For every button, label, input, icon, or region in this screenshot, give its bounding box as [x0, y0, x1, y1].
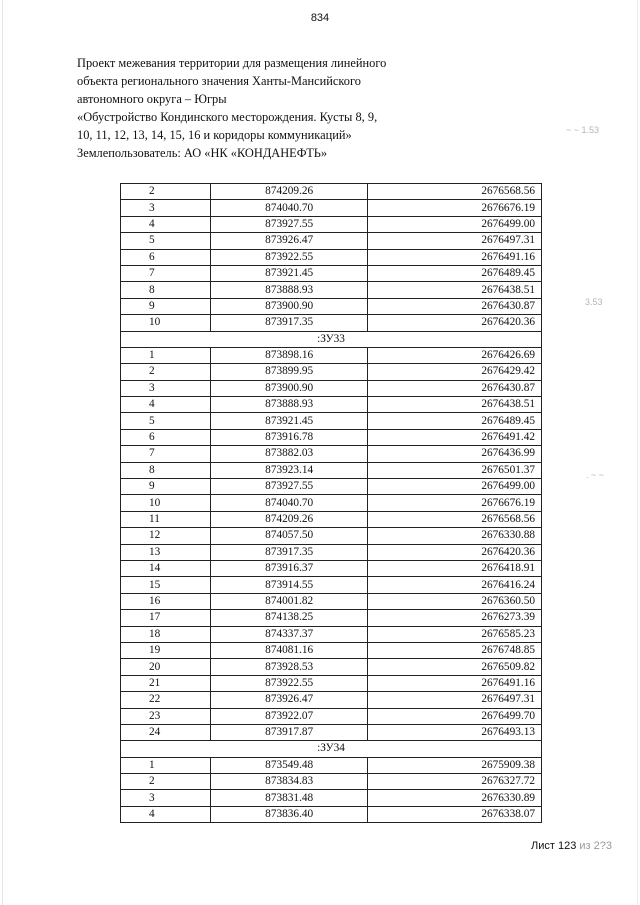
faded-stamp-mark: . ~ ~	[586, 470, 605, 480]
y-coordinate-cell: 2676436.99	[368, 446, 542, 462]
table-row	[121, 233, 542, 249]
x-coordinate-cell: 873928.53	[211, 659, 368, 675]
y-coordinate-cell: 2676429.42	[368, 364, 542, 380]
point-number-cell: 3	[121, 790, 211, 806]
page-number: 834	[310, 12, 330, 24]
x-coordinate-cell: 873922.07	[211, 708, 368, 724]
point-number-cell: 13	[121, 544, 211, 560]
table-row	[121, 806, 542, 822]
point-number-cell: 3	[121, 380, 211, 396]
header-line: Проект межевания территории для размещения линейного	[77, 56, 387, 70]
x-coordinate-cell: 874040.70	[211, 200, 368, 216]
x-coordinate-cell: 873927.55	[211, 216, 368, 232]
table-row	[121, 577, 542, 593]
table-row	[121, 724, 542, 740]
y-coordinate-cell: 2676497.31	[368, 233, 542, 249]
table-row	[121, 397, 542, 413]
y-coordinate-cell: 2675909.38	[368, 757, 542, 773]
point-number-cell: 20	[121, 659, 211, 675]
x-coordinate-cell: 873923.14	[211, 462, 368, 478]
sheet-total-label: из 2?3	[579, 840, 612, 852]
table-row	[121, 413, 542, 429]
point-number-cell: 10	[121, 315, 211, 331]
y-coordinate-cell: 2676327.72	[368, 774, 542, 790]
table-row	[121, 429, 542, 445]
x-coordinate-cell: 873888.93	[211, 282, 368, 298]
sheet-footer	[531, 840, 612, 852]
table-row	[121, 200, 542, 216]
table-row	[121, 347, 542, 363]
x-coordinate-cell: 873914.55	[211, 577, 368, 593]
point-number-cell: 24	[121, 724, 211, 740]
point-number-cell: 2	[121, 364, 211, 380]
table-row	[121, 593, 542, 609]
point-number-cell: 2	[121, 184, 211, 200]
y-coordinate-cell: 2676676.19	[368, 495, 542, 511]
y-coordinate-cell: 2676330.88	[368, 528, 542, 544]
y-coordinate-cell: 2676491.42	[368, 429, 542, 445]
table-row	[121, 298, 542, 314]
x-coordinate-cell: 874209.26	[211, 184, 368, 200]
y-coordinate-cell: 2676273.39	[368, 610, 542, 626]
header-line: «Обустройство Кондинского месторождения. Кусты 8, 9,	[77, 110, 378, 124]
y-coordinate-cell: 2676430.87	[368, 298, 542, 314]
x-coordinate-cell: 874040.70	[211, 495, 368, 511]
y-coordinate-cell: 2676568.56	[368, 511, 542, 527]
binding-edge-left	[2, 0, 3, 905]
x-coordinate-cell: 873921.45	[211, 413, 368, 429]
table-row	[121, 675, 542, 691]
coordinates-table-body	[121, 184, 542, 823]
document-header	[77, 54, 407, 162]
y-coordinate-cell: 2676585.23	[368, 626, 542, 642]
point-number-cell: 7	[121, 446, 211, 462]
table-row	[121, 216, 542, 232]
y-coordinate-cell: 2676748.85	[368, 642, 542, 658]
point-number-cell: 15	[121, 577, 211, 593]
point-number-cell: 18	[121, 626, 211, 642]
x-coordinate-cell: 873549.48	[211, 757, 368, 773]
header-line: 10, 11, 12, 13, 14, 15, 16 и коридоры коммуникаций»	[77, 128, 352, 142]
x-coordinate-cell: 873836.40	[211, 806, 368, 822]
point-number-cell: 7	[121, 265, 211, 281]
point-number-cell: 2	[121, 774, 211, 790]
table-row	[121, 560, 542, 576]
x-coordinate-cell: 873916.78	[211, 429, 368, 445]
point-number-cell: 17	[121, 610, 211, 626]
point-number-cell: 4	[121, 397, 211, 413]
table-row	[121, 708, 542, 724]
y-coordinate-cell: 2676568.56	[368, 184, 542, 200]
section-header-row	[121, 741, 542, 757]
y-coordinate-cell: 2676420.36	[368, 315, 542, 331]
point-number-cell: 4	[121, 216, 211, 232]
y-coordinate-cell: 2676420.36	[368, 544, 542, 560]
faded-stamp-mark: ~ ~ 1.53	[566, 125, 600, 135]
table-row	[121, 511, 542, 527]
x-coordinate-cell: 873917.35	[211, 544, 368, 560]
table-row	[121, 544, 542, 560]
y-coordinate-cell: 2676489.45	[368, 265, 542, 281]
point-number-cell: 19	[121, 642, 211, 658]
y-coordinate-cell: 2676330.89	[368, 790, 542, 806]
y-coordinate-cell: 2676501.37	[368, 462, 542, 478]
table-row	[121, 479, 542, 495]
x-coordinate-cell: 873921.45	[211, 265, 368, 281]
table-row	[121, 610, 542, 626]
y-coordinate-cell: 2676497.31	[368, 692, 542, 708]
x-coordinate-cell: 873882.03	[211, 446, 368, 462]
table-row	[121, 446, 542, 462]
x-coordinate-cell: 873926.47	[211, 692, 368, 708]
y-coordinate-cell: 2676416.24	[368, 577, 542, 593]
table-row	[121, 790, 542, 806]
y-coordinate-cell: 2676418.91	[368, 560, 542, 576]
x-coordinate-cell: 874057.50	[211, 528, 368, 544]
table-row	[121, 265, 542, 281]
faded-stamp-mark: 3.53	[585, 297, 603, 307]
y-coordinate-cell: 2676338.07	[368, 806, 542, 822]
point-number-cell: 8	[121, 462, 211, 478]
point-number-cell: 6	[121, 429, 211, 445]
header-line: объекта регионального значения Ханты-Мансийского	[77, 74, 361, 88]
table-row	[121, 495, 542, 511]
point-number-cell: 3	[121, 200, 211, 216]
y-coordinate-cell: 2676499.00	[368, 479, 542, 495]
section-title: :ЗУ33	[121, 331, 542, 347]
point-number-cell: 9	[121, 298, 211, 314]
table-row	[121, 659, 542, 675]
coordinates-table	[120, 183, 542, 823]
y-coordinate-cell: 2676430.87	[368, 380, 542, 396]
point-number-cell: 5	[121, 413, 211, 429]
sheet-label: Лист 123	[531, 840, 577, 852]
x-coordinate-cell: 873899.95	[211, 364, 368, 380]
x-coordinate-cell: 874001.82	[211, 593, 368, 609]
point-number-cell: 23	[121, 708, 211, 724]
x-coordinate-cell: 874081.16	[211, 642, 368, 658]
y-coordinate-cell: 2676438.51	[368, 282, 542, 298]
binding-edge-right	[637, 0, 638, 905]
y-coordinate-cell: 2676499.70	[368, 708, 542, 724]
y-coordinate-cell: 2676493.13	[368, 724, 542, 740]
x-coordinate-cell: 873831.48	[211, 790, 368, 806]
point-number-cell: 11	[121, 511, 211, 527]
header-line: автономного округа – Югры	[77, 92, 227, 106]
x-coordinate-cell: 873922.55	[211, 249, 368, 265]
point-number-cell: 8	[121, 282, 211, 298]
y-coordinate-cell: 2676491.16	[368, 675, 542, 691]
table-row	[121, 364, 542, 380]
x-coordinate-cell: 873834.83	[211, 774, 368, 790]
y-coordinate-cell: 2676426.69	[368, 347, 542, 363]
y-coordinate-cell: 2676676.19	[368, 200, 542, 216]
point-number-cell: 10	[121, 495, 211, 511]
point-number-cell: 16	[121, 593, 211, 609]
point-number-cell: 5	[121, 233, 211, 249]
table-row	[121, 380, 542, 396]
table-row	[121, 757, 542, 773]
point-number-cell: 1	[121, 347, 211, 363]
table-row	[121, 626, 542, 642]
table-row	[121, 528, 542, 544]
y-coordinate-cell: 2676438.51	[368, 397, 542, 413]
y-coordinate-cell: 2676499.00	[368, 216, 542, 232]
point-number-cell: 1	[121, 757, 211, 773]
y-coordinate-cell: 2676491.16	[368, 249, 542, 265]
x-coordinate-cell: 873926.47	[211, 233, 368, 249]
table-row	[121, 184, 542, 200]
x-coordinate-cell: 873917.87	[211, 724, 368, 740]
point-number-cell: 14	[121, 560, 211, 576]
table-row	[121, 692, 542, 708]
y-coordinate-cell: 2676489.45	[368, 413, 542, 429]
x-coordinate-cell: 873888.93	[211, 397, 368, 413]
table-row	[121, 249, 542, 265]
point-number-cell: 22	[121, 692, 211, 708]
y-coordinate-cell: 2676360.50	[368, 593, 542, 609]
x-coordinate-cell: 873900.90	[211, 298, 368, 314]
x-coordinate-cell: 874209.26	[211, 511, 368, 527]
x-coordinate-cell: 873922.55	[211, 675, 368, 691]
point-number-cell: 12	[121, 528, 211, 544]
section-title: :ЗУ34	[121, 741, 542, 757]
x-coordinate-cell: 874337.37	[211, 626, 368, 642]
table-row	[121, 642, 542, 658]
table-row	[121, 774, 542, 790]
x-coordinate-cell: 873900.90	[211, 380, 368, 396]
x-coordinate-cell: 873898.16	[211, 347, 368, 363]
table-row	[121, 315, 542, 331]
point-number-cell: 21	[121, 675, 211, 691]
point-number-cell: 4	[121, 806, 211, 822]
point-number-cell: 9	[121, 479, 211, 495]
table-row	[121, 282, 542, 298]
x-coordinate-cell: 874138.25	[211, 610, 368, 626]
x-coordinate-cell: 873927.55	[211, 479, 368, 495]
point-number-cell: 6	[121, 249, 211, 265]
section-header-row	[121, 331, 542, 347]
header-line: Землепользователь: АО «НК «КОНДАНЕФТЬ»	[77, 146, 328, 160]
x-coordinate-cell: 873916.37	[211, 560, 368, 576]
y-coordinate-cell: 2676509.82	[368, 659, 542, 675]
table-row	[121, 462, 542, 478]
x-coordinate-cell: 873917.35	[211, 315, 368, 331]
